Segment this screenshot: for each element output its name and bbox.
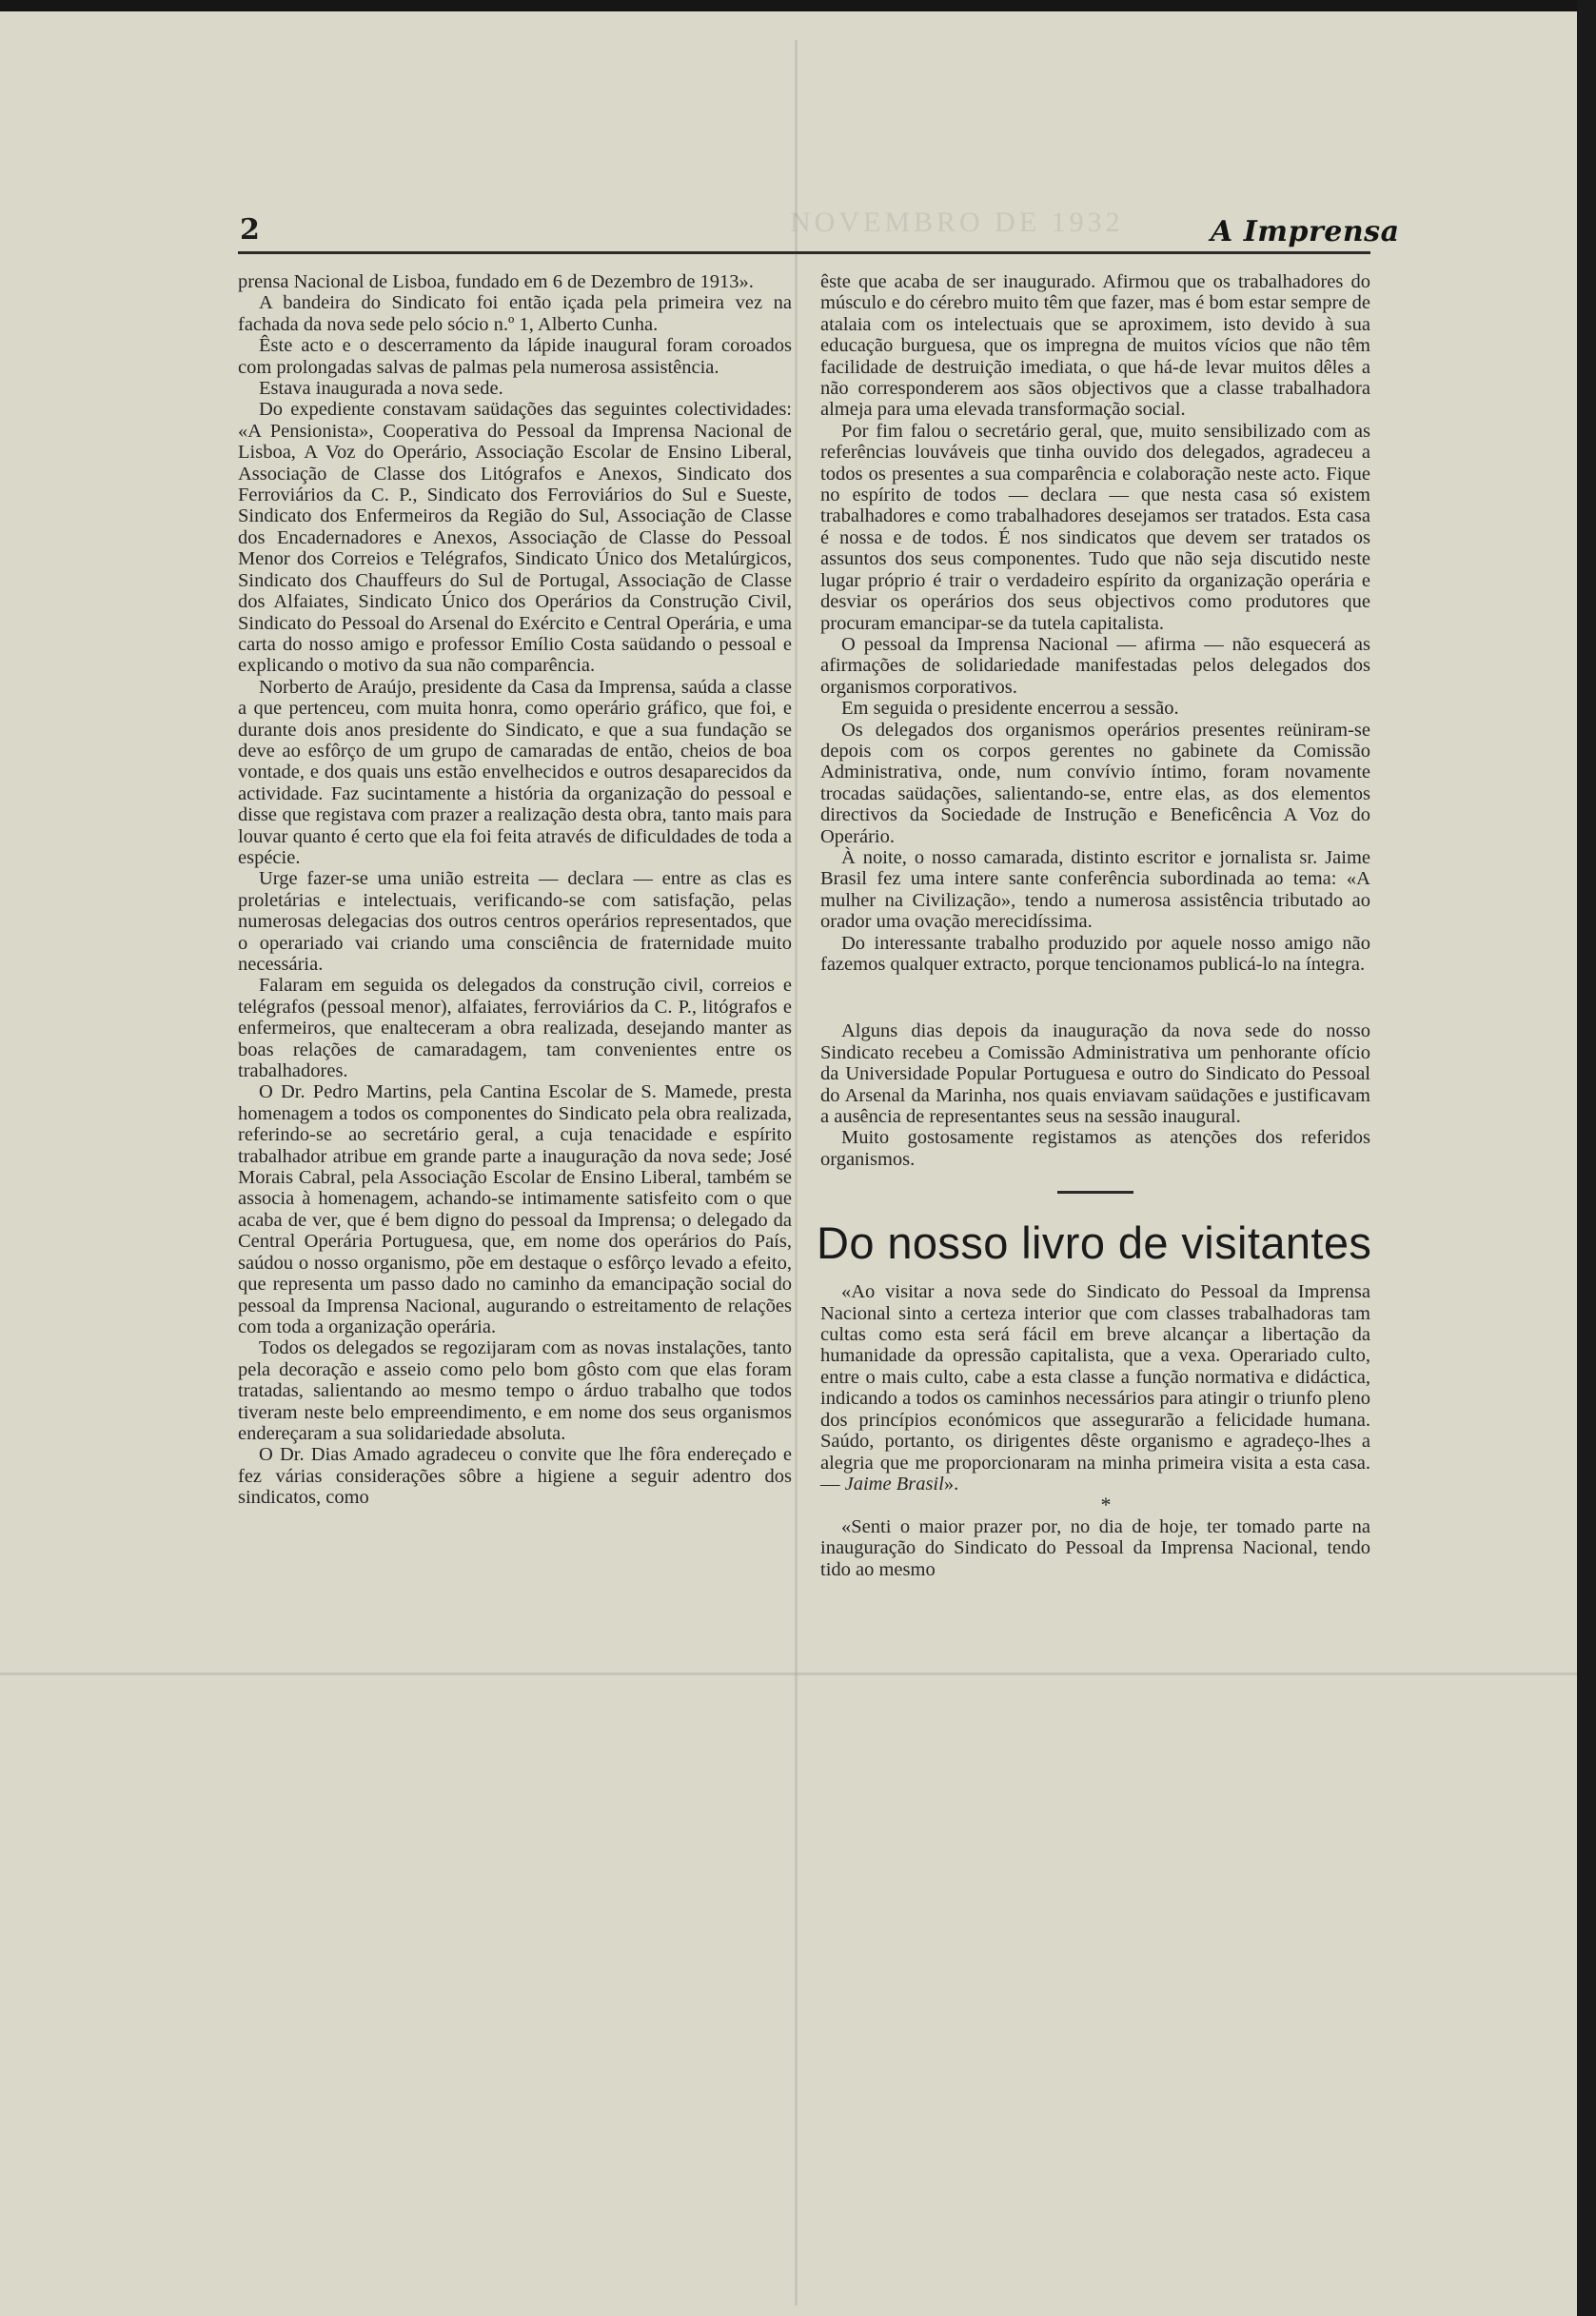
entry-separator: * — [1100, 1493, 1112, 1517]
right-paragraph-2: Por fim falou o secretário geral, que, muito sensibilizado com as referências louváveis que tinha ouvido dos delegados, agradeceu a todos os presentes a sua comparência e colaboração neste acto. Fique no espírito de todos — declara — que nesta casa só existem trabalhadores e como trabalhadores desejamos ser tratados. Esta casa é nossa e de todos. É nos sindicatos que devem ser tratados os assuntos dos seus componentes. Tudo que não seja discutido neste lugar próprio é trair o verdadeiro espírito da organização operária e desviar os operários dos seus objectivos como produtores que procuram emancipar-se da tutela capitalista. — [820, 420, 1370, 634]
left-column — [238, 271, 792, 1509]
right-paragraph-7: Do interessante trabalho produzido por aquele nosso amigo não fazemos qualquer extracto, porque tencionamos publicá-lo na íntegra. — [820, 932, 1370, 975]
visitor-entry-1: «Ao visitar a nova sede do Sindicato do Pessoal da Imprensa Nacional sinto a certeza interior que com classes trabalhadoras tam cultas como esta será fácil em breve alcançar a libertação da humanidade da opressão capitalista, que a vexa. Operariado culto, entre o mais culto, cabe a esta classe a função normativa e didáctica, indicando a todos os caminhos necessários para atingir o triunfo pleno dos princípios económicos que assegurarão a felicidade humana. Saúdo, portanto, os dirigentes dêste organismo e agradeço-lhes a alegria que me proporcionaram na minha primeira visita a esta casa. — Jaime Brasil». — [820, 1281, 1370, 1495]
left-paragraph-9: O Dr. Pedro Martins, pela Cantina Escolar de S. Mamede, presta homenagem a todos os componentes do Sindicato pela obra realizada, referindo-se ao secretário geral, a cuja tenacidade e espírito trabalhador atribue em grande parte a inauguração da nova sede; José Morais Cabral, pela Associação Escolar de Ensino Liberal, também se associa à homenagem, achando-se intimamente satisfeito com o que acaba de ver, que é bem digno do pessoal da Imprensa; o delegado da Central Operária Portuguesa, que, em nome dos operários do País, saúdou o nosso organismo, põe em destaque o esfôrço levado a efeito, que representa um passo dado no caminho da emancipação social do pessoal da Imprensa Nacional, augurando o estreitamento de relações com toda a organização operária. — [238, 1081, 792, 1337]
fold-crease-vertical — [795, 40, 798, 2306]
notice-paragraph-2: Muito gostosamente registamos as atenções dos referidos organismos. — [820, 1127, 1370, 1170]
right-paragraph-4: Em seguida o presidente encerrou a sessão. — [841, 698, 1179, 720]
left-paragraph-3: Êste acto e o descerramento da lápide inaugural foram coroados com prolongadas salvas de palmas pela numerosa assistência. — [238, 335, 792, 378]
left-paragraph-4: Estava inaugurada a nova sede. — [259, 378, 503, 400]
left-paragraph-2: A bandeira do Sindicato foi então içada pela primeira vez na fachada da nova sede pelo sócio n.º 1, Alberto Cunha. — [238, 292, 792, 335]
section-headline: Do nosso livro de visitantes — [817, 1217, 1372, 1269]
left-paragraph-11: O Dr. Dias Amado agradeceu o convite que lhe fôra endereçado e fez várias considerações sôbre a higiene a seguir adentro dos sindicatos, como — [238, 1444, 792, 1509]
newspaper-page — [0, 11, 1577, 2316]
notice-block — [820, 1020, 1370, 1170]
left-paragraph-7: Urge fazer-se uma união estreita — declara — entre as clas es proletárias e intelectuais, verificando-se com satisfação, pelas numerosas delegacias dos outros centros operários representados, que o operariado vai criando uma consciência de fraternidade muito necessária. — [238, 868, 792, 975]
fold-crease-horizontal — [0, 1673, 1577, 1675]
right-column-article — [820, 271, 1370, 975]
section-gap — [820, 975, 1370, 1020]
left-paragraph-5: Do expediente constavam saüdações das seguintes colectividades: «A Pensionista», Cooperativa do Pessoal da Imprensa Nacional de Lisboa, A Voz do Operário, Associação Escolar de Ensino Liberal, Associação de Classe dos Litógrafos e Anexos, Sindicato dos Ferroviários da C. P., Sindicato dos Ferroviários do Sul e Sueste, Sindicato dos Enfermeiros da Região do Sul, Associação de Classe dos Encadernadores e Anexos, Associação de Classe do Pessoal Menor dos Correios e Telégrafos, Sindicato Único dos Metalúrgicos, Sindicato dos Chauffeurs do Sul de Portugal, Associação de Classe dos Alfaiates, Sindicato Único dos Operários da Construção Civil, Sindicato do Pessoal do Arsenal do Exército e Central Operária, e uma carta do nosso amigo e professor Emílio Costa saüdando o pessoal e explicando o motivo da sua não comparência. — [238, 399, 792, 677]
signature: Jaime Brasil — [844, 1473, 944, 1495]
visitor-entries — [820, 1281, 1370, 1495]
notice-paragraph-1: Alguns dias depois da inauguração da nova sede do nosso Sindicato recebeu a Comissão Administrativa um penhorante ofício da Universidade Popular Portuguesa e outro do Sindicato do Pessoal do Arsenal da Marinha, nos quais enviavam saüdações e justificavam a ausência de representantes seus na sessão inaugural. — [820, 1020, 1370, 1128]
bleed-through-text: NOVEMBRO DE 1932 — [790, 207, 1124, 238]
masthead: A Imprensa — [1211, 215, 1400, 248]
header-rule — [238, 251, 1370, 254]
section-rule — [1057, 1191, 1133, 1194]
scan-edge — [1577, 0, 1596, 2316]
right-column — [817, 271, 1372, 1580]
left-paragraph-10: Todos os delegados se regozijaram com as novas instalações, tanto pela decoração e asseio como pelo bom gôsto com que elas foram tratadas, salientando ao mesmo tempo o árduo trabalho que todos tiveram neste belo empreendimento, e em nome dos seus organismos endereçaram a sua solidariedade absoluta. — [238, 1337, 792, 1444]
right-paragraph-6: À noite, o nosso camarada, distinto escritor e jornalista sr. Jaime Brasil fez uma intere sante conferência subordinada ao tema: «A mulher na Civilização», tendo a numerosa assistência tributado ao orador uma ovação merecidíssima. — [820, 846, 1370, 933]
right-paragraph-1: êste que acaba de ser inaugurado. Afirmou que os trabalhadores do músculo e do cérebro muito têm que fazer, mas é bom estar sempre de atalaia com os intelectuais que se aproximem, isto devido à sua educação burguesa, que os impregna de muitos vícios que não têm facilidade de destruição imediata, o que há-de levar muitos dêles a não corresponderem aos sãos objectivos que a classe trabalhadora almeja para uma elevada transformação social. — [820, 271, 1370, 421]
visitor-entry-2: «Senti o maior prazer por, no dia de hoje, ter tomado parte na inauguração do Sindicato do Pessoal da Imprensa Nacional, tendo tido ao mesmo — [820, 1515, 1370, 1580]
left-paragraph-6: Norberto de Araújo, presidente da Casa da Imprensa, saúda a classe a que pertenceu, com muita honra, como operário gráfico, que foi, e durante dois anos presidente do Sindicato, e que a sua fundação se deve ao esfôrço de um grupo de camaradas de então, cheios de boa vontade, e dos quais uns estão envelhecidos e outros desaparecidos da actividade. Faz sucintamente a história da organização do pessoal e disse que registava com prazer a realização desta obra, tanto mais para louvar quanto é certo que ela foi feita através de dificuldades de toda a espécie. — [238, 676, 792, 868]
right-paragraph-5: Os delegados dos organismos operários presentes reüniram-se depois com os corpos gerentes no gabinete da Comissão Administrativa, onde, num convívio íntimo, foram novamente trocadas saüdações, salientando-se, entre elas, as dos elementos directivos da Sociedade de Instrução e Beneficência A Voz do Operário. — [820, 719, 1370, 847]
right-paragraph-3: O pessoal da Imprensa Nacional — afirma — não esquecerá as afirmações de solidariedade manifestadas pelos delegados dos organismos corporativos. — [820, 633, 1370, 698]
left-paragraph-8: Falaram em seguida os delegados da construção civil, correios e telégrafos (pessoal menor), alfaiates, ferroviários da C. P., litógrafos e enfermeiros, que enalteceram a obra realizada, desejando manter as boas relações de camaradagem, tam convenientes entre os trabalhadores. — [238, 975, 792, 1082]
left-paragraph-1: prensa Nacional de Lisboa, fundado em 6 de Dezembro de 1913». — [238, 271, 754, 292]
page-number: 2 — [240, 213, 260, 247]
